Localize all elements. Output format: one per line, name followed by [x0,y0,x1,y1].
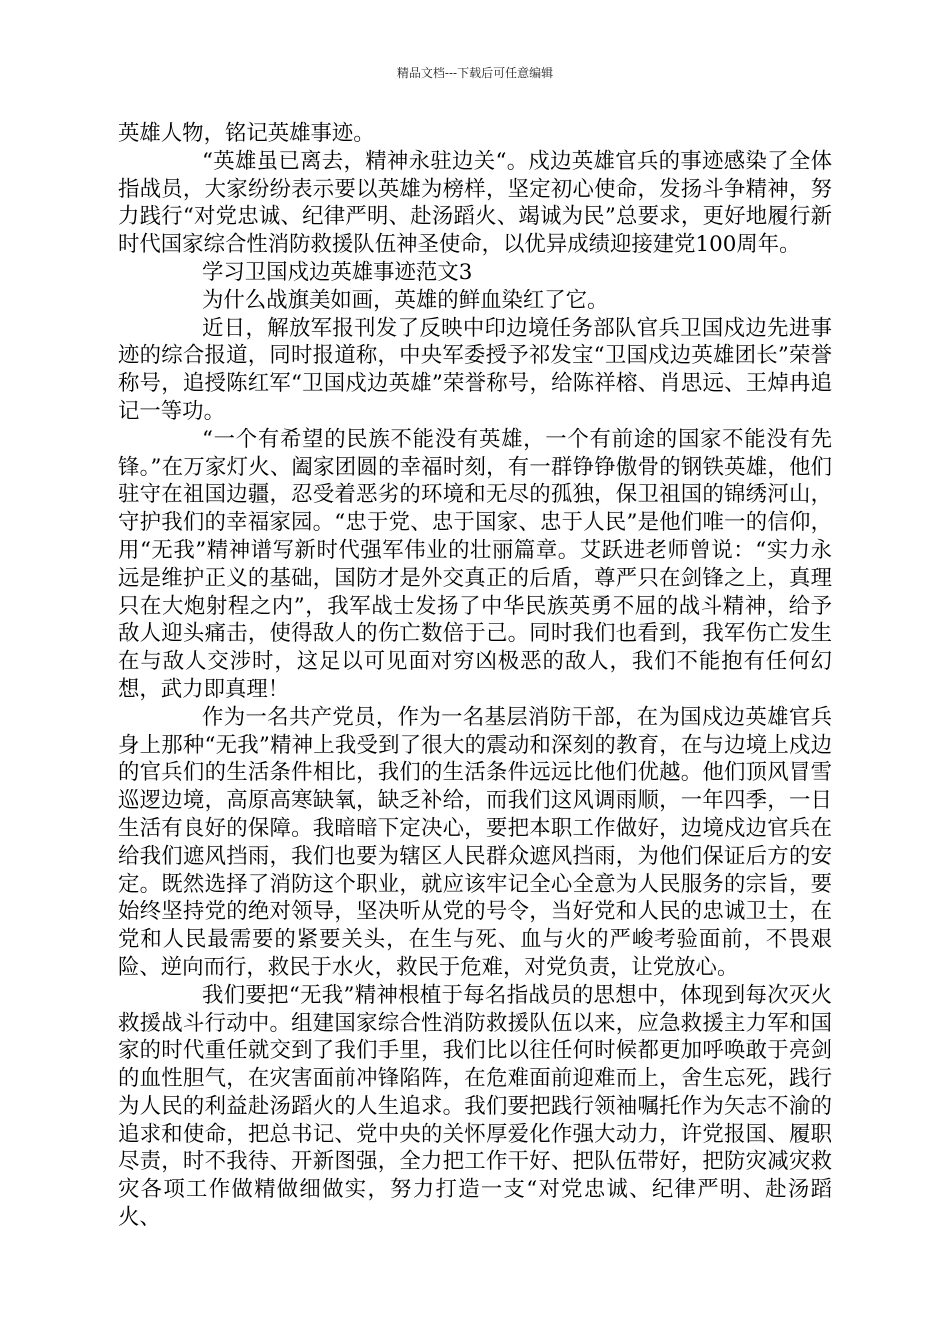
paragraph: 作为一名共产党员，作为一名基层消防干部，在为国戍边英雄官兵身上那种“无我”精神上我受到了很大的震动和深刻的教育，在与边境上戍边的官兵们的生活条件相比，我们的生活条件远远比他们优越。他们顶风冒雪巡逻边境，高原高寒缺氧，缺乏补给，而我们这风调雨顺，一年四季，一日生活有良好的保障。我暗暗下定决心，要把本职工作做好，边境戍边官兵在给我们遮风挡雨，我们也要为辖区人民群众遮风挡雨，为他们保证后方的安定。既然选择了消防这个职业，就应该牢记全心全意为人民服务的宗旨，要始终坚持党的绝对领导，坚决听从党的号令，当好党和人民的忠诚卫士，在党和人民最需要的紧要关头，在生与死、血与火的严峻考验面前，不畏艰险、逆向而行，救民于水火，救民于危难，对党负责，让党放心。 [118,704,832,980]
paragraph: “一个有希望的民族不能没有英雄，一个有前途的国家不能没有先锋。”在万家灯火、阖家团圆的幸福时刻，有一群铮铮傲骨的钢铁英雄，他们驻守在祖国边疆，忍受着恶劣的环境和无尽的孤独，保卫祖国的锦绣河山，守护我们的幸福家园。“忠于党、忠于国家、忠于人民”是他们唯一的信仰，用“无我”精神谱写新时代强军伟业的壮丽篇章。艾跃进老师曾说：“实力永远是维护正义的基础，国防才是外交真正的后盾，尊严只在剑锋之上，真理只在大炮射程之内”，我军战士发扬了中华民族英勇不屈的战斗精神，给予敌人迎头痛击，使得敌人的伤亡数倍于己。同时我们也看到，我军伤亡发生在与敌人交涉时，这足以可见面对穷凶极恶的敌人，我们不能抱有任何幻想，武力即真理！ [118,426,832,702]
paragraph: 英雄人物，铭记英雄事迹。 [118,121,375,146]
paragraph: 学习卫国戍边英雄事迹范文3 [202,259,473,285]
paragraph: 为什么战旗美如画，英雄的鲜血染红了它。 [202,287,609,313]
document-body [118,120,832,1232]
paragraph: “英雄虽已离去，精神永驻边关“。戍边英雄官兵的事迹感染了全体指战员，大家纷纷表示要以英雄为榜样，坚定初心使命，发扬斗争精神，努力践行“对党忠诚、纪律严明、赴汤蹈火、竭诚为民”总要求，更好地履行新时代国家综合性消防救援队伍神圣使命，以优异成绩迎接建党100周年。 [118,148,832,258]
paragraph: 我们要把“无我”精神根植于每名指战员的思想中，体现到每次灭火救援战斗行动中。组建国家综合性消防救援队伍以来，应急救援主力军和国家的时代重任就交到了我们手里，我们比以往任何时候都更加呼唤敢于亮剑的血性胆气，在灾害面前冲锋陷阵，在危难面前迎难而上，舍生忘死，践行为人民的利益赴汤蹈火的人生追求。我们要把践行领袖嘱托作为矢志不渝的追求和使命，把总书记、党中央的关怀厚爱化作强大动力，许党报国、履职尽责，时不我待、开新图强，全力把工作干好、把队伍带好，把防灾减灾救灾各项工作做精做细做实，努力打造一支“对党忠诚、纪律严明、赴汤蹈火、 [118,982,832,1231]
page-header: 精品文档---下载后可任意编辑 [396,66,554,80]
paragraph: 近日，解放军报刊发了反映中印边境任务部队官兵卫国戍边先进事迹的综合报道，同时报道称，中央军委授予祁发宝“卫国戍边英雄团长”荣誉称号，追授陈红军“卫国戍边英雄”荣誉称号，给陈祥榕、肖思远、王焯冉追记一等功。 [118,315,832,424]
